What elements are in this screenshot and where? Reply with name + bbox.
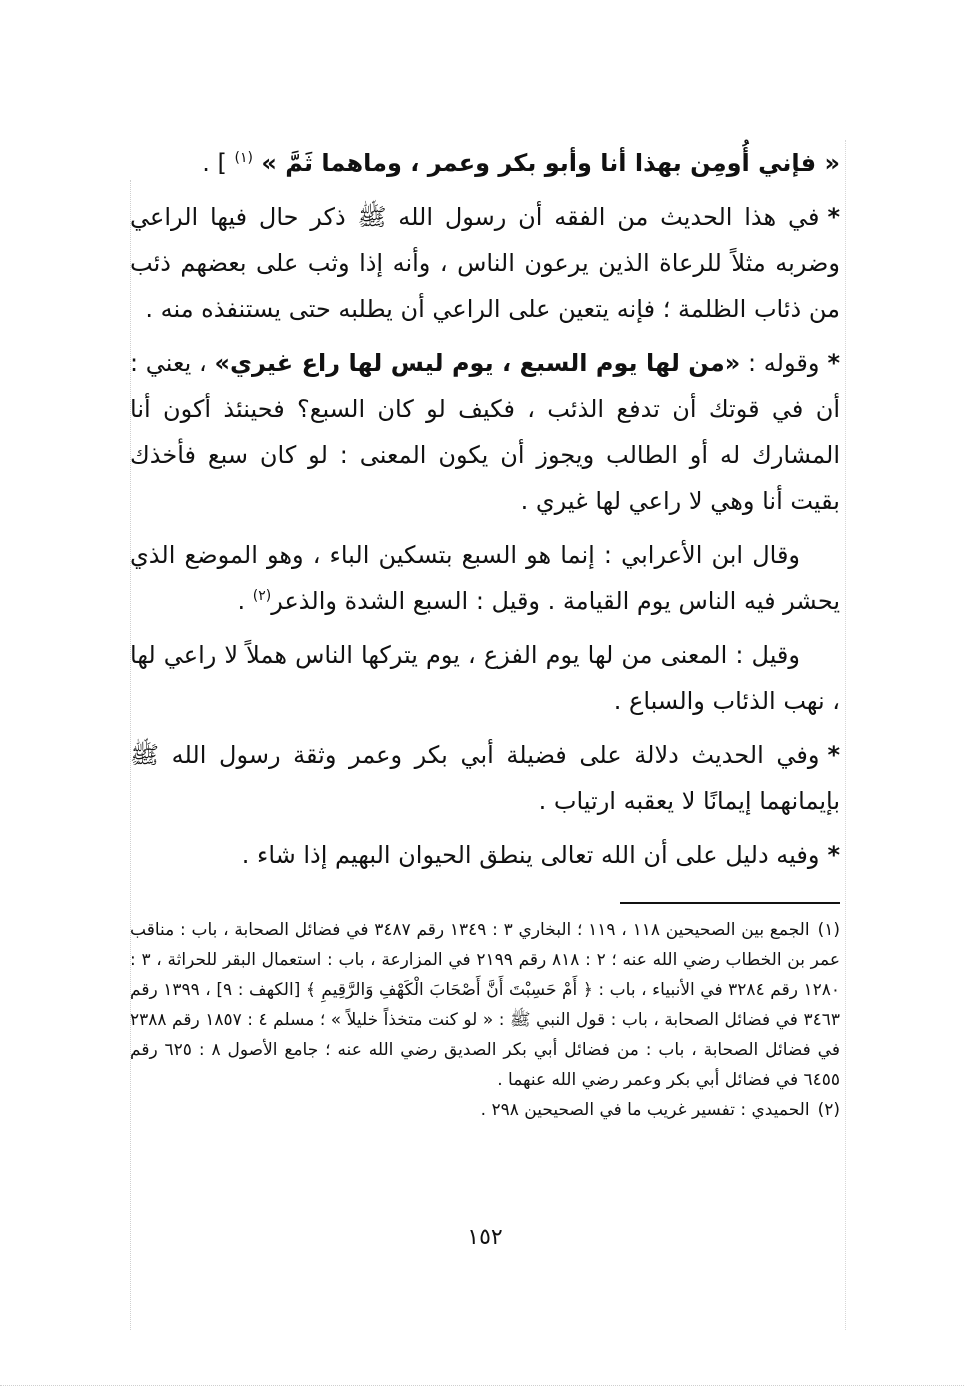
paragraph-2-lead: وقوله : [740,349,820,377]
footnote-2-text: الحميدي : تفسير غريب ما في الصحيحين ٢٩٨ . [480,1100,810,1120]
paragraph-5-text: وفي الحديث دلالة على فضيلة أبي بكر وعمر وثقة رسول الله ﷺ بإيمانهما إيمانًا لا يعقبه ارتياب . [130,741,840,815]
paragraph-1-text: في هذا الحديث من الفقه أن رسول الله ﷺ ذكر حال فيها الراعي وضربه مثلاً للرعاة الذين يرعون الناس ، وأنه إذا وثب على بعضهم ذئب من ذئاب الظلمة ؛ فإنه يتعين على الراعي أن يطلبه حتى يستنفذه منه . [130,203,840,323]
paragraph-3-text: وقال ابن الأعرابي : إنما هو السبع بتسكين الباء ، وهو الموضع الذي يحشر فيه الناس يوم القيامة . وقيل : السبع الشدة والذعر [130,541,840,615]
footnote-divider [620,902,840,904]
paragraph-6-text: وفيه دليل على أن الله تعالى ينطق الحيوان البهيم إذا شاء . [241,841,820,869]
main-text [130,140,840,886]
footnote-ref-1: (١) [234,150,253,166]
footnote-1-text: الجمع بين الصحيحين ١١٨ ، ١١٩ ؛ البخاري ٣ : ١٣٤٩ رقم ٣٤٨٧ في فضائل الصحابة ، باب : مناقب عمر بن الخطاب رضي الله عنه ؛ ٢ : ٨١٨ رقم ٢١٩٩ في المزارعة ، باب : استعمال البقر للحراثة ، ٣ : ١٢٨٠ رقم ٣٢٨٤ في الأنبياء ، باب : ﴿ أَمْ حَسِبْتَ أَنَّ أَصْحَابَ الْكَهْفِ وَالرَّقِيمِ ﴾ [الكهف : ٩] ، ١٣٩٩ رقم ٣٤٦٣ في فضائل الصحابة ، باب : قول النبي ﷺ : « لو كنت متخذاً خليلاً » ؛ مسلم ٤ : ١٨٥٧ رقم ٢٣٨٨ في فضائل الصحابة ، باب : من فضائل أبي بكر الصديق رضي الله عنه ؛ جامع الأصول ٨ : ٦٢٥ رقم ٦٤٥٥ في فضائل أبي بكر وعمر رضي الله عنهما . [130,920,841,1090]
star-bullet: * [827,349,841,377]
paragraph-2-rest: ، يعني : أن في قوتك أن تدفع الذئب ، فكيف لو كان السبع؟ فحينئذ أكون أنا المشارك له أو الطالب ويجوز أن يكون المعنى : لو كان سبع فأخذك بقيت أنا وهي لا راعي لها غيري . [130,349,840,515]
footnote-1-number: (١) [817,920,840,940]
footnotes [130,915,840,1125]
paragraph-2-quote: «من لها يوم السبع ، يوم ليس لها راع غيري» [214,349,741,377]
paragraph-2 [130,340,840,524]
footnote-2-number: (٢) [817,1100,840,1120]
star-bullet: * [827,203,840,231]
quote-line [130,140,840,186]
paragraph-3-end: . [237,587,253,615]
scan-edge-bottom [0,1385,964,1386]
paragraph-1 [130,194,840,332]
paragraph-3 [130,532,840,624]
paragraph-5 [130,732,840,824]
quote-text: « فإني أُومِن بهذا أنا وأبو بكر وعمر ، وماهما ثَمَّ » [252,149,840,177]
star-bullet: * [827,841,840,869]
page-number: ١٥٢ [467,1225,503,1250]
quote-close: ] . [202,149,235,177]
scan-edge-right [845,140,846,1330]
paragraph-4 [130,632,840,724]
paragraph-4-text: وقيل : المعنى من لها يوم الفزع ، يوم يتركها الناس هملاً لا راعي لها ، نهب الذئاب والسباع . [130,641,840,715]
star-bullet: * [827,741,840,769]
footnote-2 [130,1095,840,1125]
paragraph-6 [130,832,840,878]
footnote-1 [130,915,840,1095]
footnote-ref-2: (٢) [252,588,272,604]
